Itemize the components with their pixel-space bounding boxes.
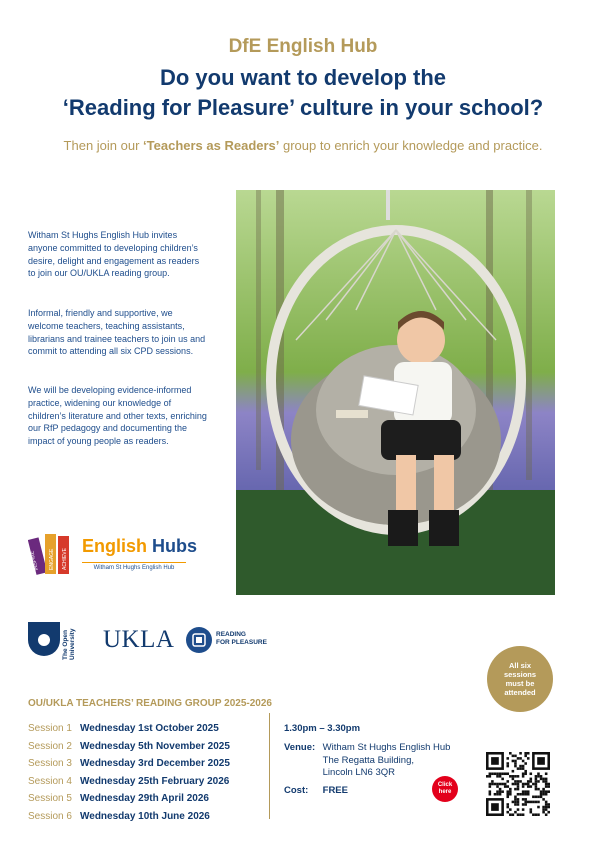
session-time: 1.30pm – 3.30pm (284, 723, 361, 734)
session-list (28, 723, 230, 828)
session-label: Session 3 (28, 758, 72, 769)
english-hubs-title (82, 536, 197, 557)
session-row (28, 793, 230, 811)
venue-label: Venue: (284, 742, 316, 753)
english-hubs-subtitle: Witham St Hughs English Hub (82, 562, 186, 571)
session-label: Session 2 (28, 740, 72, 752)
reading-for-pleasure-wordmark: READING FOR PLEASURE (216, 631, 267, 646)
reading-for-pleasure-icon (186, 627, 212, 658)
cost-row (284, 785, 348, 798)
session-date: Wednesday 5th November 2025 (80, 740, 230, 752)
headline-line-1: Do you want to develop the (159, 65, 446, 90)
ukla-logo: UKLA (103, 626, 175, 653)
book-label-engage: ENGAGE (49, 548, 55, 570)
subheadline (0, 138, 606, 153)
english-hubs-title-hubs: Hubs (147, 536, 198, 556)
open-university-shield-icon (28, 622, 60, 663)
book-label-inspire: INSPIRE (29, 550, 40, 571)
details-divider (269, 713, 270, 819)
hero-photo (236, 190, 555, 595)
english-hubs-title-english: English (82, 536, 148, 556)
open-university-wordmark: The Open University (62, 628, 76, 660)
session-row (28, 758, 230, 776)
session-row (28, 723, 230, 741)
session-date: Wednesday 3rd December 2025 (80, 758, 230, 769)
cost-label: Cost: (284, 785, 309, 796)
session-date: Wednesday 25th February 2026 (80, 775, 230, 787)
venue-address: Witham St Hughs English Hub The Regatta Building, Lincoln LN6 3QR (322, 742, 451, 778)
subheadline-before: Then join our (63, 138, 144, 153)
subheadline-group-name: ‘Teachers as Readers’ (143, 138, 280, 153)
english-hubs-books-icon (28, 530, 80, 576)
session-label: Session 6 (28, 810, 72, 822)
headline-line-2: ‘Reading for Pleasure’ culture in your school? (62, 95, 544, 120)
venue-row (284, 742, 450, 780)
click-here-button[interactable]: Click here (432, 776, 458, 802)
session-label: Session 1 (28, 723, 72, 734)
session-row (28, 741, 230, 759)
session-row (28, 776, 230, 794)
intro-paragraph-2: Informal, friendly and supportive, we welcome teachers, teaching assistants, librarians and trainee teachers to join us and commit to attending all six CPD sessions. (28, 308, 206, 357)
child-reading-in-hanging-chair-image (236, 190, 555, 595)
session-date: Wednesday 29th April 2026 (80, 793, 209, 804)
hub-kicker: DfE English Hub (228, 36, 378, 57)
session-date: Wednesday 10th June 2026 (80, 810, 210, 822)
session-label: Session 5 (28, 793, 72, 804)
subheadline-after: group to enrich your knowledge and practice. (279, 138, 543, 153)
qr-code-image[interactable] (486, 752, 550, 816)
session-date: Wednesday 1st October 2025 (80, 723, 219, 734)
session-label: Session 4 (28, 775, 72, 787)
book-label-achieve: ACHIEVE (62, 548, 68, 570)
attendance-badge: All six sessions must be attended (487, 646, 553, 712)
cost-value: FREE (322, 785, 348, 796)
programme-title: OU/UKLA TEACHERS’ READING GROUP 2025-2026 (28, 698, 272, 709)
qr-code[interactable] (486, 752, 550, 821)
intro-paragraph-1: Witham St Hughs English Hub invites anyone committed to developing children’s desire, delight and engagement as readers to join our OU/UKLA reading group. (28, 230, 200, 279)
session-row (28, 811, 230, 829)
intro-paragraph-3: We will be developing evidence-informed practice, widening our knowledge of children’s literature and other texts, enriching our RfP pedagogy and documenting the impact of young people as readers. (28, 385, 207, 447)
